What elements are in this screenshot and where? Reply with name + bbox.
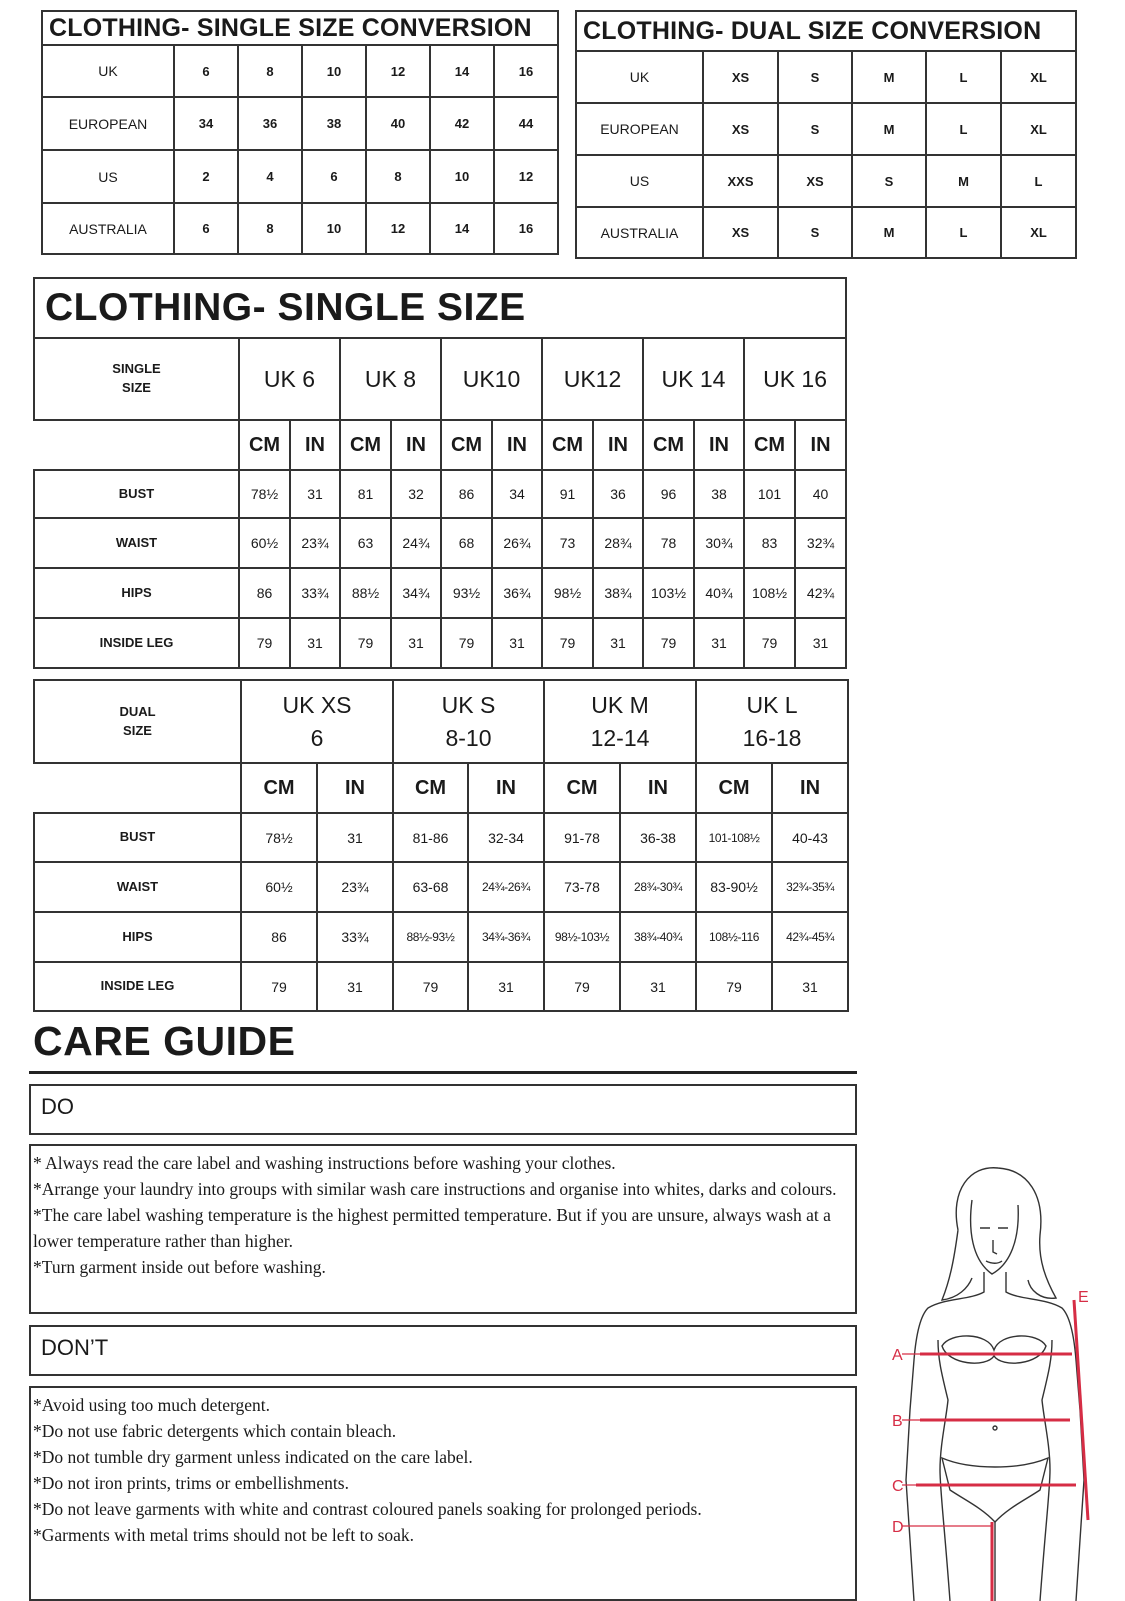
table-cell: 36 [593,470,643,518]
briefs [942,1458,1048,1522]
table-cell: 31 [391,618,441,668]
table-cell: 88½ [340,568,391,618]
row-label: EUROPEAN [42,97,174,150]
table-cell: 91-78 [544,813,620,862]
table-row [34,470,846,518]
size-range: 6 [310,724,324,751]
table-row [576,103,1076,155]
list-item: *Do not tumble dry garment unless indicated on the care label. [33,1447,473,1467]
row-label: US [42,150,174,203]
table-cell: 36 [238,97,302,150]
table-cell: 79 [542,618,593,668]
table-cell: 79 [744,618,795,668]
corner-label: SINGLE SIZE [34,338,239,420]
table-cell: M [852,207,926,258]
table-cell: 23¾ [290,518,340,568]
divider [29,1071,857,1074]
table-cell: XXS [703,155,778,207]
size-header [696,680,848,763]
table-cell: XS [778,155,852,207]
table-cell: 83-90½ [696,862,772,912]
table-cell: XS [703,207,778,258]
dont-list [29,1386,857,1601]
hair [942,1168,1056,1300]
table-cell: 88½-93½ [393,912,468,962]
table-cell: 38¾ [593,568,643,618]
size-header: UK 16 [744,338,846,420]
table-cell: 6 [302,150,366,203]
table-cell: 60½ [241,862,317,912]
table-cell: 73 [542,518,593,568]
table-cell: 68 [441,518,492,568]
table-cell: 78½ [241,813,317,862]
table-cell: 60½ [239,518,290,568]
table-cell: L [926,51,1001,103]
table-cell: 36¾ [492,568,542,618]
table-cell: XS [703,51,778,103]
row-label: UK [42,45,174,97]
table-cell: 14 [430,45,494,97]
table-cell: 81-86 [393,813,468,862]
list-item: *Arrange your laundry into groups with similar wash care instructions and organise into whites, darks and colours. [33,1179,837,1199]
table-cell: 8 [238,45,302,97]
table-cell: 24¾ [391,518,441,568]
table-cell: 4 [238,150,302,203]
table-cell: 34¾-36¾ [468,912,544,962]
table-cell: 28¾ [593,518,643,568]
table-cell: 40 [795,470,846,518]
table-cell: 16 [494,203,558,254]
size-name: UK XS [282,692,352,719]
list-item: *Turn garment inside out before washing. [33,1257,326,1277]
unit-header: IN [772,763,848,813]
table-cell: 98½-103½ [544,912,620,962]
row-label: AUSTRALIA [42,203,174,254]
row-label: EUROPEAN [576,103,703,155]
table-title: CLOTHING- SINGLE SIZE CONVERSION [42,11,558,45]
unit-header: CM [441,420,492,470]
table-cell: 78½ [239,470,290,518]
size-name: UK S [441,692,496,719]
table-cell: 38 [694,470,744,518]
height-measure-line [1074,1300,1088,1520]
table-cell: S [778,51,852,103]
dual-size-conversion-table [575,10,1077,259]
single-size-conversion-table [41,10,559,255]
table-cell: 31 [694,618,744,668]
table-cell: 91 [542,470,593,518]
size-range: 8-10 [445,724,492,751]
table-cell: 93½ [441,568,492,618]
table-cell: 78 [643,518,694,568]
list-item: *The care label washing temperature is the highest permitted temperature. But if you are unsure, always wash at a lower temperature rather than higher. [33,1205,831,1251]
unit-header: IN [290,420,340,470]
table-cell: 103½ [643,568,694,618]
table-row [42,97,558,150]
size-name: UK L [746,692,798,719]
table-cell: 24¾-26¾ [468,862,544,912]
table-cell: 8 [238,203,302,254]
table-cell: 32-34 [468,813,544,862]
table-cell: L [926,103,1001,155]
list-item: *Avoid using too much detergent. [33,1395,271,1415]
table-cell: 6 [174,45,238,97]
table-cell: 79 [441,618,492,668]
table-cell: S [778,207,852,258]
table-row [34,568,846,618]
table-cell: 79 [241,962,317,1011]
list-item: *Garments with metal trims should not be left to soak. [33,1525,415,1545]
unit-header: CM [241,763,317,813]
size-header [393,680,544,763]
table-cell: 31 [468,962,544,1011]
table-cell: 98½ [542,568,593,618]
table-cell: 32 [391,470,441,518]
table-row [576,207,1076,258]
size-header: UK 6 [239,338,340,420]
row-label: HIPS [34,568,239,618]
row-label: US [576,155,703,207]
row-label: BUST [34,813,241,862]
table-cell: 16 [494,45,558,97]
table-cell: 32¾ [795,518,846,568]
table-cell: XL [1001,207,1076,258]
unit-header: CM [542,420,593,470]
table-cell: 34 [492,470,542,518]
table-cell: 23¾ [317,862,393,912]
list-item: *Do not leave garments with white and contrast coloured panels soaking for prolonged periods. [33,1499,702,1519]
size-range: 16-18 [742,724,802,751]
table-cell: 30¾ [694,518,744,568]
unit-header: IN [317,763,393,813]
table-cell: 12 [366,203,430,254]
unit-header: IN [620,763,696,813]
table-cell: 101-108½ [696,813,772,862]
table-cell: 33¾ [290,568,340,618]
table-cell: 79 [696,962,772,1011]
table-cell: 38¾-40¾ [620,912,696,962]
row-label: WAIST [34,862,241,912]
table-cell: 28¾-30¾ [620,862,696,912]
table-row [576,51,1076,103]
table-cell: 81 [340,470,391,518]
table-cell: 40 [366,97,430,150]
table-cell: 26¾ [492,518,542,568]
unit-header: CM [744,420,795,470]
size-header: UK 14 [643,338,744,420]
table-cell: 31 [492,618,542,668]
table-cell: 32¾-35¾ [772,862,848,912]
care-guide-title: CARE GUIDE [33,1018,296,1064]
table-cell: 10 [302,203,366,254]
unit-header: CM [239,420,290,470]
size-header [544,680,696,763]
table-row [42,150,558,203]
table-cell: M [852,51,926,103]
row-label: BUST [34,470,239,518]
unit-header: IN [492,420,542,470]
table-cell: 34 [174,97,238,150]
table-cell: XL [1001,103,1076,155]
table-cell: 63-68 [393,862,468,912]
size-header: UK10 [441,338,542,420]
table-cell: 79 [239,618,290,668]
marker-a: A [892,1347,903,1364]
dont-heading: DON’T [29,1325,857,1376]
table-cell: 8 [366,150,430,203]
table-cell: L [1001,155,1076,207]
table-row [42,203,558,254]
table-cell: 79 [544,962,620,1011]
list-item: * Always read the care label and washing instructions before washing your clothes. [33,1153,616,1173]
table-cell: 73-78 [544,862,620,912]
list-item: *Do not iron prints, trims or embellishments. [33,1473,349,1493]
table-row [34,962,848,1011]
table-row [34,618,846,668]
table-cell: 31 [795,618,846,668]
table-cell: 31 [317,962,393,1011]
table-row [34,518,846,568]
unit-header: IN [795,420,846,470]
do-list [29,1144,857,1314]
bra [942,1336,1046,1363]
table-cell: XS [703,103,778,155]
table-cell: 83 [744,518,795,568]
table-cell: M [852,103,926,155]
table-cell: 40-43 [772,813,848,862]
table-row [42,45,558,97]
marker-b: B [892,1413,903,1430]
table-cell: 6 [174,203,238,254]
corner-label: DUAL SIZE [34,680,241,763]
table-cell: 96 [643,470,694,518]
table-cell: 79 [340,618,391,668]
table-cell: 44 [494,97,558,150]
table-cell: 31 [290,470,340,518]
row-label: HIPS [34,912,241,962]
table-cell: 101 [744,470,795,518]
table-cell: 31 [620,962,696,1011]
table-row [34,912,848,962]
unit-header: CM [696,763,772,813]
table-cell: 42¾ [795,568,846,618]
table-cell: 31 [317,813,393,862]
unit-header: IN [694,420,744,470]
table-cell: 79 [643,618,694,668]
measurement-figure [880,1160,1110,1601]
table-cell: 12 [494,150,558,203]
unit-header: CM [544,763,620,813]
row-label: AUSTRALIA [576,207,703,258]
table-cell: L [926,207,1001,258]
table-cell: 108½-116 [696,912,772,962]
table-cell: 14 [430,203,494,254]
table-cell: 10 [430,150,494,203]
table-cell: 12 [366,45,430,97]
table-row [34,813,848,862]
marker-c: C [892,1478,904,1495]
row-label: WAIST [34,518,239,568]
table-cell: S [852,155,926,207]
size-header: UK12 [542,338,643,420]
dual-size-measurements-table [33,679,849,1012]
row-label: INSIDE LEG [34,618,239,668]
table-cell: S [778,103,852,155]
size-name: UK M [591,692,649,719]
size-header: UK 8 [340,338,441,420]
unit-header: CM [393,763,468,813]
table-cell: 38 [302,97,366,150]
table-cell: 2 [174,150,238,203]
table-cell: M [926,155,1001,207]
table-cell: 79 [393,962,468,1011]
table-cell: 108½ [744,568,795,618]
do-heading: DO [29,1084,857,1135]
size-header [241,680,393,763]
table-cell: 42 [430,97,494,150]
table-cell: 42¾-45¾ [772,912,848,962]
table-cell: 31 [290,618,340,668]
table-cell: 86 [441,470,492,518]
table-title: CLOTHING- SINGLE SIZE [34,278,846,338]
unit-header: CM [643,420,694,470]
table-cell: 40¾ [694,568,744,618]
table-cell: 10 [302,45,366,97]
unit-header: CM [340,420,391,470]
table-cell: 36-38 [620,813,696,862]
unit-header: IN [391,420,441,470]
row-label: INSIDE LEG [34,962,241,1011]
marker-d: D [892,1519,904,1536]
unit-header: IN [593,420,643,470]
table-cell: 63 [340,518,391,568]
marker-e: E [1078,1289,1089,1306]
size-range: 12-14 [590,724,650,751]
table-cell: 34¾ [391,568,441,618]
table-title: CLOTHING- DUAL SIZE CONVERSION [576,11,1076,51]
table-cell: 86 [239,568,290,618]
table-cell: 86 [241,912,317,962]
table-row [576,155,1076,207]
single-size-measurements-table [33,277,847,669]
list-item: *Do not use fabric detergents which contain bleach. [33,1421,397,1441]
table-cell: 31 [593,618,643,668]
table-cell: 31 [772,962,848,1011]
table-cell: 33¾ [317,912,393,962]
table-cell: XL [1001,51,1076,103]
unit-header: IN [468,763,544,813]
row-label: UK [576,51,703,103]
table-row [34,862,848,912]
